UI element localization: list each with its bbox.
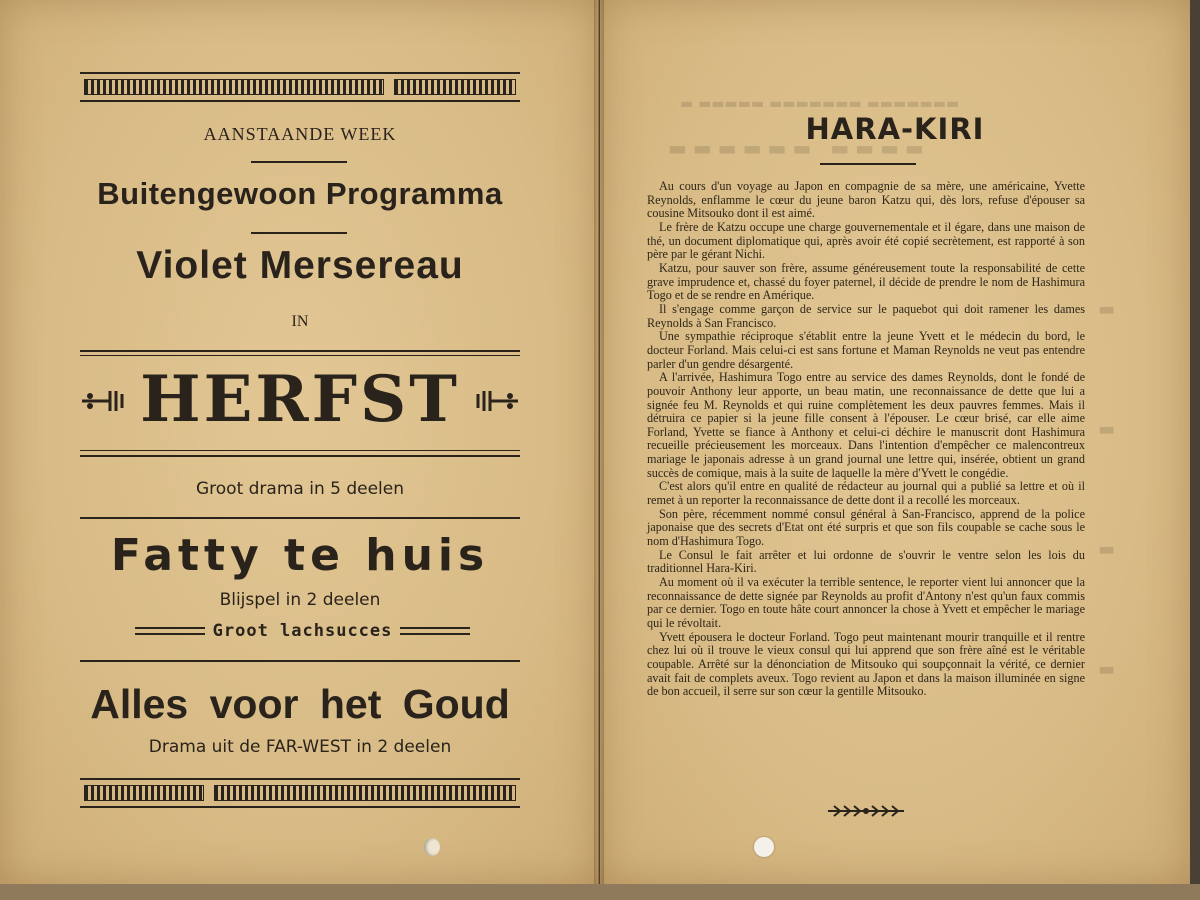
title-underline [820,163,916,165]
bottom-edge [0,884,1200,900]
story-paragraph: Il s'engage comme garçon de service sur le paquebot qui doit ramener les dames Reynolds à San Francisco. [647,301,1085,330]
top-ornamental-border [80,72,520,102]
divider [80,517,520,519]
rule-top-double [80,355,520,356]
rule-top-double [80,350,520,352]
divider [251,232,347,234]
story-title: HARA-KIRI [805,112,985,146]
western-title: Alles voor het Goud [90,681,510,727]
upcoming-week-label: AANSTAANDE WEEK [203,124,397,144]
story-paragraph: Son père, récemment nommé consul général à San-Francisco, apprend de la police japonaise que des secrets d'Etat ont été surpris et que son fils coupable se cache sous le nom d'Hashimura Togo. [647,506,1085,549]
story-paragraph: Le Consul le fait arrêter et lui ordonne de s'ouvrir le ventre selon les lois du traditionnel Hara-Kiri. [647,547,1085,576]
comedy-genre: Blijspel in 2 deelen [219,590,381,610]
feature-genre: Groot drama in 5 deelen [195,479,405,499]
bleed-through-text: ▬▬▬▬▬▬ ▬▬▬▬ [668,136,930,160]
story-paragraph: Au cours d'un voyage au Japon en compagnie de sa mère, une américaine, Yvette Reynolds, enflamme le cœur du jeune baron Katzu qui, dès lors, refuse d'épouser sa cousine Mitsouko dont il est aimé. [647,179,1085,221]
story-paragraph: Une sympathie réciproque s'établit entre la jeune Yvett et le médecin du bord, le docteur Forland. Mais celui-ci est sans fortune et Maman Reynolds ne veut pas entendre parler d'un gendre désargenté. [647,329,1085,371]
success-tagline: Groot lachsucces [212,621,393,641]
story-paragraph: Au moment où il va exécuter la terrible sentence, le reporter vient lui annoncer que la reconnaissance de dette signée par Reynolds au profit d'Antony n'est qu'un faux commis par ce dernier. Togo en toute hâte court annoncer la chose à Yvett et empêcher le mariage qui le révoltait. [647,575,1085,630]
story-paragraph: C'est alors qu'il entre en qualité de rédacteur au journal qui a publié sa lettre et où il remet à un reporter la reconnaissance de dette dont il a recollé les morceaux. [647,479,1085,508]
right-ornament-icon [472,388,520,414]
feature-title: HERFST [140,362,460,437]
bleed-through-text: ▬ ▬▬▬▬▬ ▬▬▬▬▬▬▬ ▬▬▬▬▬▬▬ [680,96,960,112]
divider [251,161,347,163]
rule-bottom-double [80,450,520,451]
bleed-through-text: ▬ ▬ ▬ ▬ [1098,299,1116,680]
divider [80,660,520,662]
fleuron-icon [826,802,906,820]
story-text [647,180,1085,699]
binding-hole [754,837,774,857]
story-paragraph: A l'arrivée, Hashimura Togo entre au service des dames Reynolds, dont le fondé de pouvoir Anthony leur apporte, un beau matin, une reconnaissance de dette que lui a signée feu M. Reynolds et qui ruine complètement les deux pauvres femmes. Mais il détruira ce papier si la jeune fille consent à l'épouser. Le cœur brisé, car elle aime Forland, Yvette se fiance à Anthony et celui-ci déchire le manuscrit dont Hashimura recueille précieusement les morceaux. Dans l'intention d'empêcher ce malencontreux mariage le japonais adresse à un grand journal une lettre qui, insérée, obtient un grand succès de comique, mais à la suite de laquelle la mère d'Yvett le congédie. [647,370,1085,480]
in-label: IN [291,313,309,330]
star-name: Violet Mersereau [136,244,464,287]
story-paragraph: Le frère de Katzu occupe une charge gouvernementale et il égare, dans une maison de thé, un document diplomatique qui, après avoir été copié secrètement, est rapporté à son père par le gérant Nichi. [647,219,1085,262]
western-genre: Drama uit de FAR-WEST in 2 deelen [148,737,452,757]
bottom-ornamental-border [80,778,520,808]
story-paragraph: Katzu, pour sauver son frère, assume généreusement toute la responsabilité de cette grave imprudence et, chassé du foyer paternel, il décide de prendre le nom de Hashimura Togo et de se rendre en Amérique. [647,260,1085,303]
story-paragraph: Yvett épousera le docteur Forland. Togo peut maintenant mourir tranquille et il rentre chez lui où il trouve le vieux consul qui lui apprend que son frère aîné est le véritable coupable. Arrêté sur la dénonciation de Mitsouko qui soupçonnait la vérité, ce dernier avait fait de complets aveux. Togo revient au Japon et dans la maison illuminée en signe de bon accueil, il serre sur son cœur la gentille Mitsouko. [647,629,1085,699]
comedy-title: Fatty te huis [110,530,490,581]
binding-hole [424,838,440,856]
rule-bottom-double [80,455,520,457]
success-row [135,621,470,641]
program-heading: Buitengewoon Programma [97,176,503,211]
